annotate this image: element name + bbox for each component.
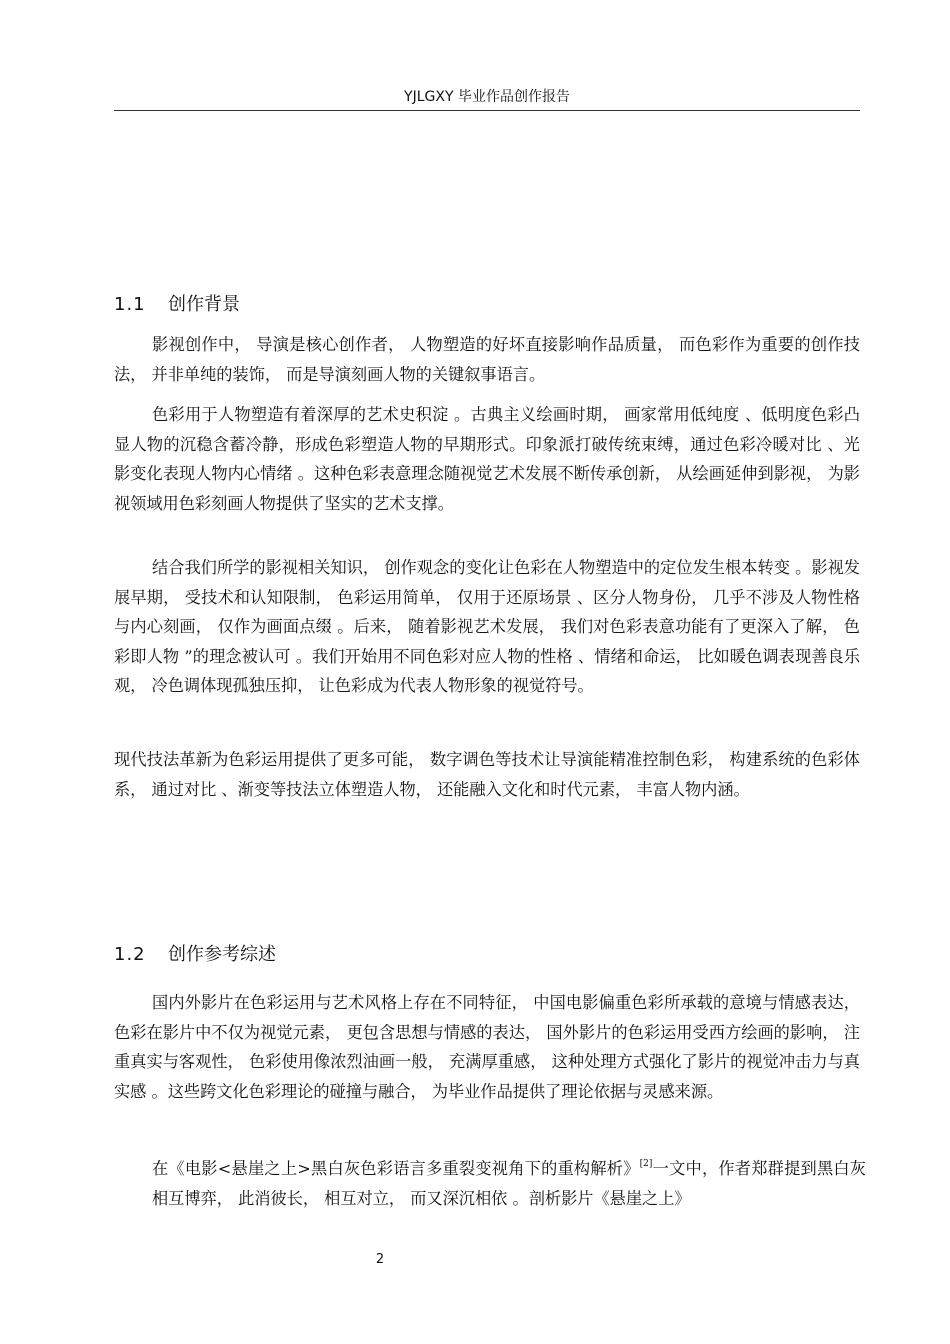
paragraph: 色彩用于人物塑造有着深厚的艺术史积淀 。古典主义绘画时期， 画家常用低纯度 、低明度色彩凸显人物的沉稳含蓄冷静，形成色彩塑造人物的早期形式。印象派打破传统束缚，通过色彩冷暖对比 、光影变化表现人物内心情绪 。这种色彩表意理念随视觉艺术发展不断传承创新， 从绘画延伸到影视， 为影视领域用色彩刻画人物提供了坚实的艺术支撑。 <box>114 405 860 513</box>
paragraph: 国内外影片在色彩运用与艺术风格上存在不同特征， 中国电影偏重色彩所承载的意境与情感表达， 色彩在影片中不仅为视觉元素， 更包含思想与情感的表达， 国外影片的色彩运用受西方绘画的影响， 注重真实与客观性， 色彩使用像浓烈油画一般， 充满厚重感， 这种处理方式强化了影片的视觉冲击力与真实感 。这些跨文化色彩理论的碰撞与融合， 为毕业作品提供了理论依据与灵感来源。 <box>114 993 860 1101</box>
running-header: YJLGXY 毕业作品创作报告 <box>114 86 860 111</box>
paragraph: 现代技法革新为色彩运用提供了更多可能， 数字调色等技术让导演能精准控制色彩， 构建系统的色彩体系， 通过对比 、渐变等技法立体塑造人物， 还能融入文化和时代元素， 丰富人物内涵。 <box>114 750 860 799</box>
citation-ref: [2] <box>639 1159 653 1169</box>
paragraph-with-citation <box>152 1150 866 1213</box>
citation-text: 在《电影<悬崖之上>黑白灰色彩语言多重裂变视角下的重构解析》 <box>152 1159 640 1178</box>
section-heading-1 <box>114 290 860 316</box>
paragraph: 影视创作中， 导演是核心创作者， 人物塑造的好坏直接影响作品质量， 而色彩作为重要的创作技法， 并非单纯的装饰， 而是导演刻画人物的关键叙事语言。 <box>114 335 860 384</box>
paragraph: 结合我们所学的影视相关知识， 创作观念的变化让色彩在人物塑造中的定位发生根本转变 。影视发展早期， 受技术和认知限制， 色彩运用简单， 仅用于还原场景 、区分人物身份， 几乎不涉及人物性格与内心刻画， 仅作为画面点缀 。后来， 随着影视艺术发展， 我们对色彩表意功能有了更深入了解， 色彩即人物 ”的理念被认可 。我们开始用不同色彩对应人物的性格 、情绪和命运， 比如暖色调表现善良乐观， 冷色调体现孤独压抑， 让色彩成为代表人物形象的视觉符号。 <box>114 558 860 695</box>
page-number: 2 <box>375 1252 385 1267</box>
section-title: 创作参考综述 <box>168 944 276 965</box>
section-heading-2 <box>114 940 860 966</box>
section-number: 1.2 <box>114 944 146 965</box>
section-title: 创作背景 <box>168 294 240 315</box>
citation-text: 一文中，作者郑群提到黑白灰相互博弈， 此消彼长， 相互对立， 而又深沉相依 。剖析影片《悬崖之上》 <box>152 1159 866 1208</box>
section-number: 1.1 <box>114 294 146 315</box>
